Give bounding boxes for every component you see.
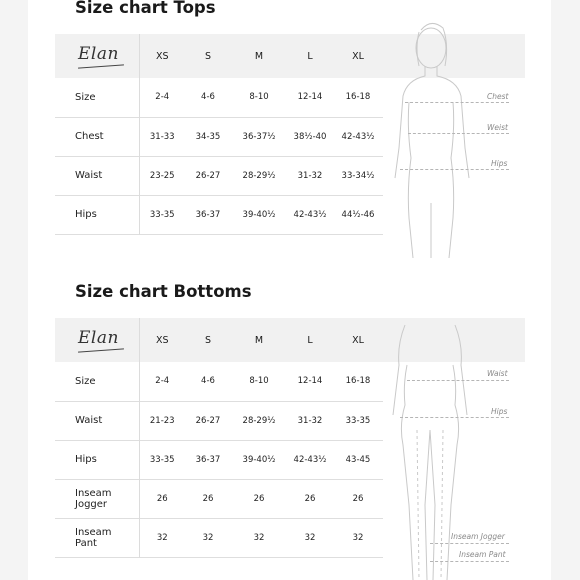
tops-size-xl: XL [352,50,364,62]
table-cell: 28-29½ [242,170,276,181]
row-label [55,362,139,401]
table-row [55,156,383,195]
tops-corner-cell [55,34,139,78]
table-cell: 26 [352,493,364,504]
bottoms-inseam-pant-label: Inseam Pant [459,550,506,559]
tops-hips-label: Hips [491,159,508,168]
bottoms-inseam-jogger-line [430,543,509,544]
table-cell: 33-35 [149,209,175,220]
table-cell: 26 [253,493,265,504]
table-cell: 4-6 [201,92,215,103]
table-cell: 2-4 [155,92,170,103]
row-label-line2: Pant [75,537,97,549]
bottoms-size-xs: XS [155,334,169,346]
tops-size-table [55,34,383,235]
table-cell: 31-32 [297,415,323,426]
table-cell: 28-29½ [242,415,276,426]
table-row [55,362,383,401]
row-label: Hips [55,195,139,234]
table-row [55,117,383,156]
table-cell: 33-35 [345,415,371,426]
bottoms-size-m: M [254,334,264,346]
row-label-line1: Hips [75,454,97,465]
bottoms-corner-cell [55,318,139,362]
row-label-line1: Size [75,375,96,387]
row-label [55,440,139,479]
table-cell: 36-37½ [242,131,276,142]
table-row [55,195,383,234]
table-cell: 26 [202,493,214,504]
table-cell: 12-14 [297,92,323,103]
table-cell: 26 [304,493,316,504]
table-cell: 8-10 [249,376,269,387]
row-label [55,401,139,440]
table-cell: 42-43½ [341,131,375,142]
row-label-line1: Waist [75,415,103,426]
tops-waist-label: Weist [487,123,508,132]
row-label-line2: Jogger [75,498,108,510]
table-cell: 39-40½ [242,454,276,465]
table-cell: 36-37 [195,454,221,465]
table-cell: 23-25 [149,170,175,181]
table-cell: 43-45 [345,454,371,465]
tops-waist-line [408,133,509,134]
table-cell: 38½-40 [293,131,327,142]
table-cell: 16-18 [345,376,371,387]
table-cell: 36-37 [195,209,221,220]
row-label-line1: Inseam [75,526,112,538]
table-cell: 31-33 [149,131,175,142]
bottoms-size-l: L [307,334,313,346]
table-cell: 33-35 [149,454,175,465]
tops-size-xs: XS [155,50,169,62]
row-label-line1: Inseam [75,487,112,499]
table-cell: 26-27 [195,415,221,426]
tops-size-s: S [204,50,212,62]
row-label [55,518,139,557]
table-cell: 2-4 [155,376,170,387]
table-cell: 8-10 [249,92,269,103]
row-label [55,479,139,518]
bottoms-size-table [55,318,383,558]
tops-size-m: M [254,50,264,62]
row-label: Chest [55,117,139,156]
tops-title: Size chart Tops [75,0,216,17]
tops-brand-logo: Elan [78,44,119,64]
bottoms-brand-logo: Elan [78,328,119,348]
row-label: Size [55,78,139,117]
bottoms-waist-label: Waist [487,369,508,378]
table-cell: 32 [304,532,316,543]
table-row [55,440,383,479]
row-label: Waist [55,156,139,195]
table-cell: 32 [202,532,214,543]
bottoms-hips-label: Hips [491,407,508,416]
tops-size-l: L [307,50,313,62]
bottoms-hips-line [400,417,509,418]
table-row [55,401,383,440]
table-cell: 26-27 [195,170,221,181]
bottoms-size-xl: XL [352,334,364,346]
bottoms-title: Size chart Bottoms [75,282,252,301]
table-cell: 32 [156,532,168,543]
tops-body-figure [385,18,525,258]
table-cell: 39-40½ [242,209,276,220]
bottoms-inseam-jogger-label: Inseam Jogger [451,532,505,541]
tops-header-row [55,34,383,78]
tops-hips-line [400,169,509,170]
table-cell: 31-32 [297,170,323,181]
table-cell: 32 [352,532,364,543]
table-cell: 16-18 [345,92,371,103]
tops-chest-line [405,102,509,103]
table-row [55,78,383,117]
tops-chest-label: Chest [487,92,509,101]
table-cell: 33-34½ [341,170,375,181]
table-cell: 12-14 [297,376,323,387]
table-cell: 26 [156,493,168,504]
table-row [55,479,383,518]
table-cell: 4-6 [201,376,215,387]
bottoms-header-row [55,318,383,362]
table-cell: 42-43½ [293,454,327,465]
bottoms-size-s: S [204,334,212,346]
bottoms-waist-line [407,380,509,381]
table-cell: 34-35 [195,131,221,142]
table-cell: 42-43½ [293,209,327,220]
table-cell: 21-23 [149,415,175,426]
bottoms-inseam-pant-line [430,561,509,562]
table-cell: 32 [253,532,265,543]
table-row [55,518,383,557]
table-cell: 44½-46 [341,209,375,220]
